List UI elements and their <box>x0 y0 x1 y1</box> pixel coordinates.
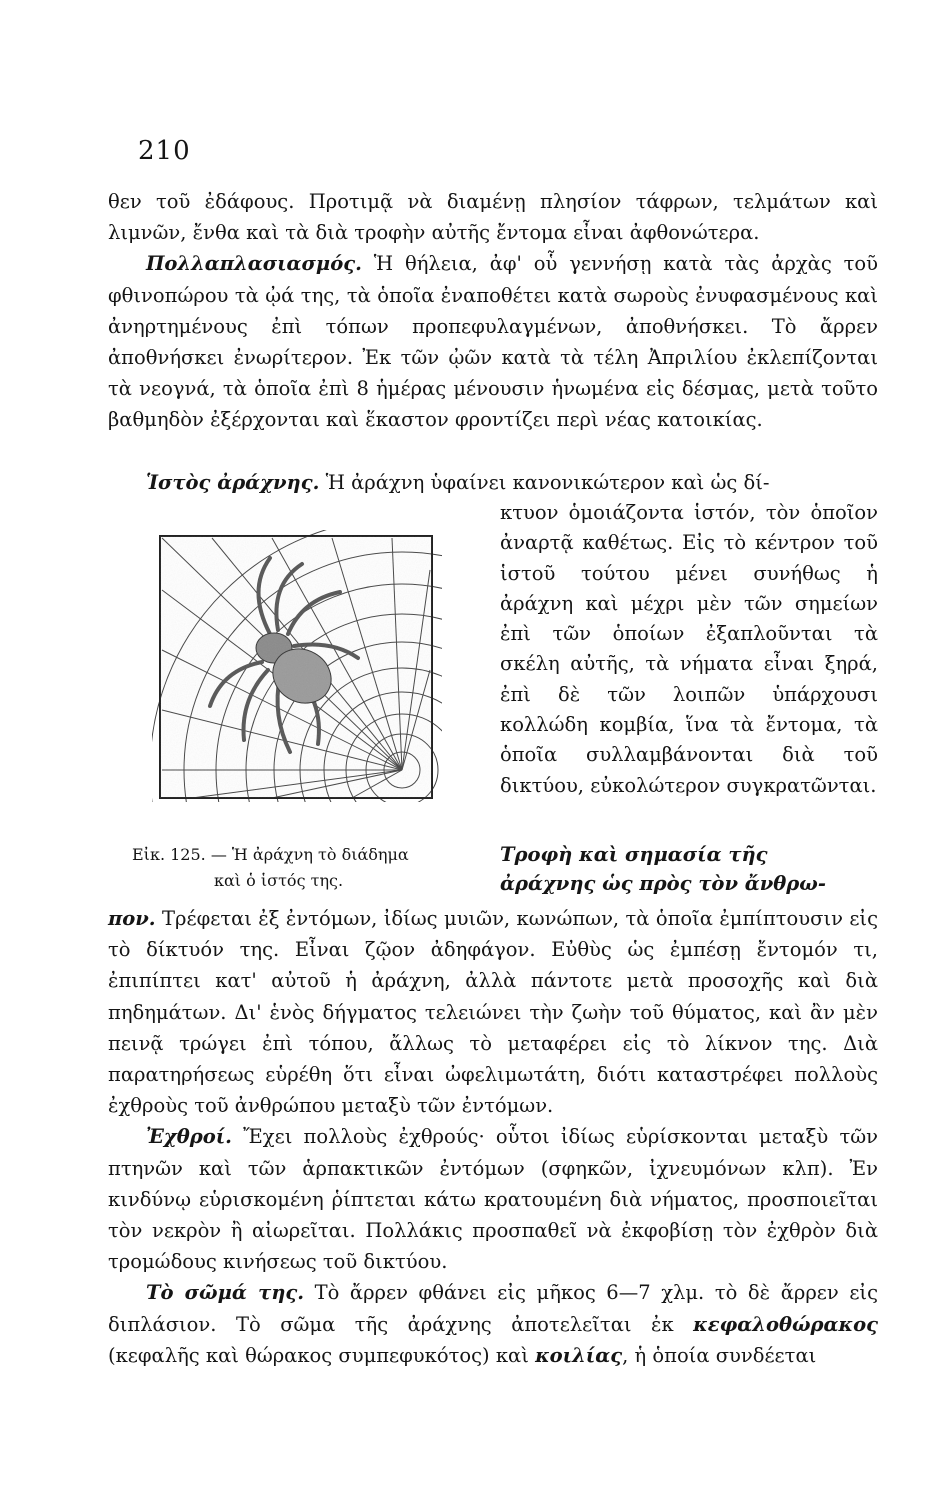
food-heading-line-2 <box>500 869 878 898</box>
food-heading-part3: πον. <box>108 907 156 930</box>
heading-web: Ἱστὸς ἀράχνης. <box>146 471 320 494</box>
heading-body: Τὸ σῶμά της. <box>146 1281 305 1305</box>
paragraph-body <box>108 1277 878 1371</box>
figure-caption <box>132 842 492 894</box>
term-cephalothorax: κεφαλοθώρακος <box>693 1312 878 1336</box>
heading-enemies: Ἐχθροί. <box>146 1125 232 1149</box>
food-heading-line-1 <box>500 840 878 869</box>
food-heading-part2: ἀράχνης ὡς πρὸς τὸν ἄνθρω- <box>500 872 826 895</box>
web-side-text: κτυον ὁμοιάζοντα ἱστόν, τὸν ὁποῖον ἀναρτᾷ καθέτως. Εἰς τὸ κέντρον τοῦ ἱστοῦ τούτου μένει συνήθως ἡ ἀράχνη καὶ μέχρι μὲν τῶν σημείων ἐπὶ τῶν ὁποίων ἐξαπλοῦνται τὰ σκέλη αὐτῆς, τὰ νήματα εἶναι ξηρά, ἐπὶ δὲ τῶν λοιπῶν ὑπάρχουσι κολλώδη κομβία, ἵνα τὰ ἔντομα, τὰ ὁποῖα συλλαμβάνονται διὰ τοῦ δικτύου, εὐκολώτερον συγκρατῶνται. <box>500 501 878 797</box>
term-abdomen: κοιλίας <box>535 1343 623 1367</box>
paragraph-enemies <box>108 1121 878 1277</box>
top-text-block <box>108 186 878 436</box>
enemies-text: Ἔχει πολλοὺς ἐχθρούς· οὗτοι ἰδίως εὑρίσκονται μεταξὺ τῶν πτηνῶν καὶ τῶν ἁρπακτικῶν ἐντόμων (σφηκῶν, ἰχνευμόνων κλπ). Ἐν κινδύνῳ εὑρισκομένη ῥίπτεται κάτω κρατουμένη διὰ νήματος, προσποιεῖται τὸν νεκρὸν ἢ αἰωρεῖται. Πολλάκις προσπαθεῖ νὰ ἐκφοβίσῃ τὸν ἐχθρὸν διὰ τρομώδους κινήσεως τοῦ δικτύου. <box>108 1125 878 1274</box>
reproduction-text: Ἡ θήλεια, ἀφ' οὗ γεννήσῃ κατὰ τὰς ἀρχὰς τοῦ φθινοπώρου τὰ ᾠά της, τὰ ὁποῖα ἐναποθέτει κατὰ σωροὺς ἐνυφασμένους καὶ ἀνηρτημένους ἐπὶ τόπων προπεφυλαγμένων, ἀποθνήσκει. Τὸ ἄρρεν ἀποθνήσκει ἐνωρίτερον. Ἐκ τῶν ᾠῶν κατὰ τὰ τέλη Ἀπριλίου ἐκλεπίζονται τὰ νεογνά, τὰ ὁποῖα ἐπὶ 8 ἡμέρας μένουσιν ἡνωμένα εἰς δέσμας, μετὰ τοῦτο βαθμηδὸν ἐξέρχονται καὶ ἕκαστον φροντίζει περὶ νέας κατοικίας. <box>108 252 878 432</box>
body-text-2: (κεφαλῆς καὶ θώρακος συμπεφυκότος) καὶ <box>108 1343 536 1367</box>
web-side-column <box>500 498 878 801</box>
body-text-1: Τὸ ἄρρεν φθάνει εἰς μῆκος 6—7 χλμ. τὸ δὲ ἄρρεν εἰς διπλάσιον. Τὸ σῶμα τῆς ἀράχνης ἀποτελεῖται ἐκ <box>108 1281 878 1336</box>
web-section-first-line <box>146 467 878 498</box>
caption-line-2: καὶ ὁ ἱστός της. <box>214 871 344 890</box>
bottom-text-block <box>108 903 878 1371</box>
heading-reproduction: Πολλαπλασιασμός. <box>146 252 362 276</box>
paragraph-food <box>108 903 878 1121</box>
body-text-3: , ἡ ὁποία συνδέεται <box>622 1343 817 1367</box>
spider-web-figure <box>152 530 442 802</box>
food-heading-part1: Τροφὴ καὶ σημασία τῆς <box>500 843 768 866</box>
web-first-line-text: Ἡ ἀράχνη ὑφαίνει κανονικώτερον καὶ ὡς δί- <box>319 471 770 494</box>
food-text: Τρέφεται ἐξ ἐντόμων, ἰδίως μυιῶν, κωνώπων, τὰ ὁποῖα ἐμπίπτουσιν εἰς τὸ δίκτυόν της. Εἶναι ζῷον ἀδηφάγον. Εὐθὺς ὡς ἐμπέσῃ ἔντομόν τι, ἐπιπίπτει κατ' αὐτοῦ ἡ ἀράχνη, ἀλλὰ πάντοτε μετὰ προσοχῆς καὶ διὰ πηδημάτων. Δι' ἑνὸς δήγματος τελειώνει τὴν ζωὴν τοῦ θύματος, καὶ ἂν μὲν πεινᾷ τρώγει ἐπὶ τόπου, ἄλλως τὸ μεταφέρει εἰς τὸ λίκνον της. Διὰ παρατηρήσεως εὑρέθη ὅτι εἶναι ὠφελιμωτάτη, διότι καταστρέφει πολλοὺς ἐχθροὺς τοῦ ἀνθρώπου μεταξὺ τῶν ἐντόμων. <box>108 907 878 1118</box>
paragraph-habitat: θεν τοῦ ἐδάφους. Προτιμᾷ νὰ διαμένῃ πλησίον τάφρων, τελμάτων καὶ λιμνῶν, ἔνθα καὶ τὰ διὰ τροφὴν αὐτῆς ἔντομα εἶναι ἀφθονώτερα. <box>108 190 878 245</box>
page-number: 210 <box>138 136 191 166</box>
spider-illustration <box>152 530 442 802</box>
paragraph-reproduction <box>108 248 878 435</box>
caption-line-1: Εἰκ. 125. — Ἡ ἀράχνη τὸ διάδημα <box>132 845 409 864</box>
food-heading-column <box>500 840 878 898</box>
